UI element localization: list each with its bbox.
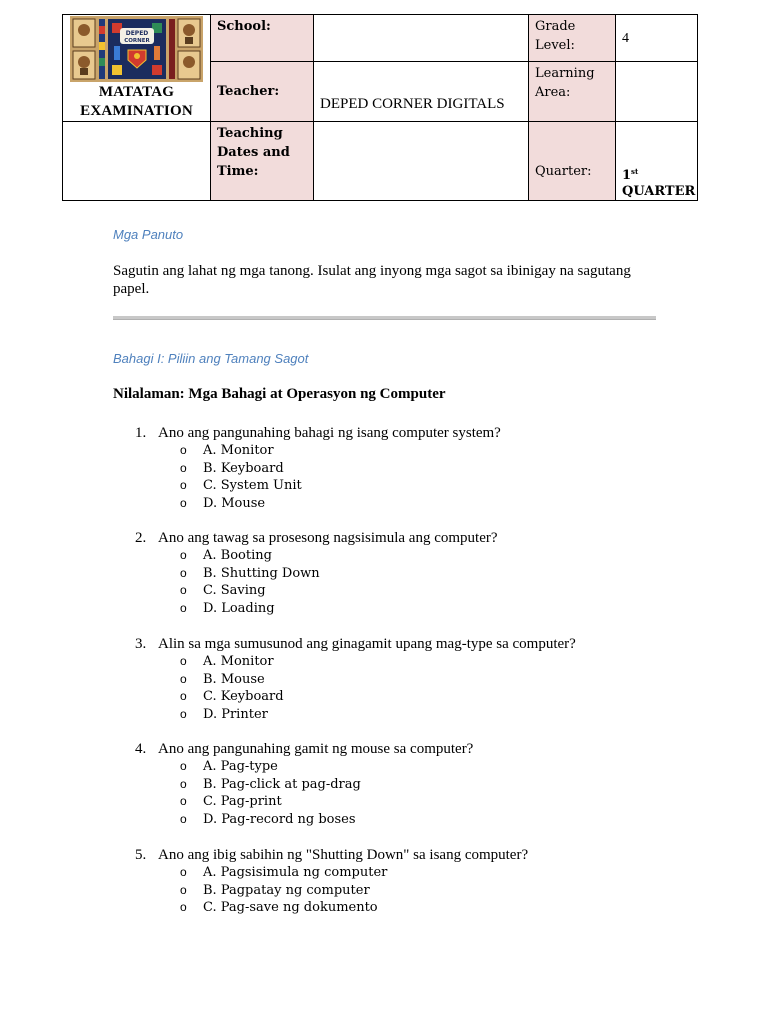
teacher-label: Teacher:: [211, 61, 314, 121]
dates-label: Teaching Dates and Time:: [211, 122, 314, 201]
bullet-icon: o: [180, 654, 187, 668]
option-text: D. Loading: [203, 600, 275, 616]
option-text: C. Saving: [203, 583, 266, 598]
question-text: Ano ang pangunahing bahagi ng isang computer system?: [158, 425, 501, 441]
option-item: [113, 671, 658, 689]
quarter-word: QUARTER: [622, 184, 696, 199]
question-text: Alin sa mga sumusunod ang ginagamit upang mag-type sa computer?: [158, 636, 576, 652]
option-text: B. Keyboard: [203, 460, 284, 476]
svg-text:DEPED: DEPED: [125, 30, 149, 37]
grade-level-value: 4: [616, 15, 698, 62]
school-label: School:: [211, 15, 314, 62]
option-item: [113, 547, 658, 565]
dates-value: [314, 122, 529, 201]
question-number: 2.: [135, 530, 147, 546]
option-text: A. Pag-type: [203, 759, 278, 774]
learning-area-value: [616, 61, 698, 121]
bullet-icon: o: [180, 794, 187, 808]
option-text: C. System Unit: [203, 478, 302, 493]
quarter-value: [616, 122, 698, 201]
question-stem: [113, 635, 658, 653]
bullet-icon: o: [180, 759, 187, 773]
bullet-icon: o: [180, 548, 187, 562]
question-stem: [113, 846, 658, 864]
option-item: [113, 565, 658, 583]
option-text: B. Mouse: [203, 671, 265, 687]
question-stem: [113, 424, 658, 442]
option-item: [113, 582, 658, 600]
option-text: B. Pagpatay ng computer: [203, 882, 370, 898]
option-item: [113, 600, 658, 618]
question-number: 3.: [135, 636, 147, 652]
question-stem: [113, 529, 658, 547]
bullet-icon: o: [180, 460, 187, 475]
option-item: [113, 882, 658, 900]
option-text: A. Booting: [203, 548, 272, 563]
bullet-icon: o: [180, 865, 187, 879]
option-text: D. Printer: [203, 706, 268, 722]
question-number: 4.: [135, 741, 147, 757]
question-4: [113, 740, 658, 828]
quarter-number: 1: [622, 168, 632, 183]
question-stem: [113, 740, 658, 758]
bullet-icon: o: [180, 706, 187, 721]
question-3: [113, 635, 658, 723]
learning-area-label: Learning Area:: [529, 61, 616, 121]
option-text: B. Shutting Down: [203, 565, 320, 581]
option-list: [113, 864, 658, 917]
horizontal-rule: [113, 316, 656, 320]
topic-heading: Nilalaman: Mga Bahagi at Operasyon ng Computer: [113, 386, 446, 402]
part1-heading: Bahagi I: Piliin ang Tamang Sagot: [113, 351, 309, 366]
option-item: [113, 899, 658, 917]
header-table: [62, 14, 698, 201]
question-text: Ano ang pangunahing gamit ng mouse sa computer?: [158, 741, 474, 757]
option-text: A. Pagsisimula ng computer: [203, 865, 388, 880]
option-item: [113, 460, 658, 478]
option-item: [113, 653, 658, 671]
instructions-heading: Mga Panuto: [113, 227, 184, 242]
option-text: A. Monitor: [203, 443, 274, 458]
option-text: C. Pag-print: [203, 794, 282, 809]
option-text: D. Mouse: [203, 495, 266, 511]
option-item: [113, 811, 658, 829]
question-number: 1.: [135, 425, 147, 441]
option-item: [113, 477, 658, 495]
bullet-icon: o: [180, 689, 187, 703]
question-5: [113, 846, 658, 917]
option-text: A. Monitor: [203, 654, 274, 669]
option-text: C. Pag-save ng dokumento: [203, 900, 378, 915]
bullet-icon: o: [180, 495, 187, 510]
question-text: Ano ang ibig sabihin ng "Shutting Down" sa isang computer?: [158, 847, 529, 863]
option-item: [113, 706, 658, 724]
bullet-icon: o: [180, 478, 187, 492]
grade-level-label: Grade Level:: [529, 15, 616, 62]
option-item: [113, 776, 658, 794]
option-list: [113, 442, 658, 512]
bullet-icon: o: [180, 882, 187, 897]
option-text: B. Pag-click at pag-drag: [203, 776, 361, 792]
option-item: [113, 688, 658, 706]
bullet-icon: o: [180, 565, 187, 580]
bullet-icon: o: [180, 900, 187, 914]
option-text: D. Pag-record ng boses: [203, 811, 356, 827]
option-item: [113, 864, 658, 882]
bullet-icon: o: [180, 671, 187, 686]
exam-title: MATATAG EXAMINATION: [80, 84, 193, 119]
option-item: [113, 442, 658, 460]
question-1: [113, 424, 658, 512]
instructions-text: Sagutin ang lahat ng mga tanong. Isulat ang inyong mga sagot sa ibinigay na sagutang papel.: [113, 263, 631, 297]
option-item: [113, 758, 658, 776]
bullet-icon: o: [180, 600, 187, 615]
school-value: [314, 15, 529, 62]
option-list: [113, 653, 658, 723]
option-list: [113, 758, 658, 828]
question-text: Ano ang tawag sa prosesong nagsisimula ang computer?: [158, 530, 498, 546]
bullet-icon: o: [180, 583, 187, 597]
bullet-icon: o: [180, 776, 187, 791]
option-item: [113, 793, 658, 811]
question-2: [113, 529, 658, 617]
option-text: C. Keyboard: [203, 689, 284, 704]
logo-cell: [63, 15, 211, 122]
quarter-label: Quarter:: [529, 122, 616, 201]
svg-text:CORNER: CORNER: [124, 38, 150, 44]
question-number: 5.: [135, 847, 147, 863]
logo-cell-bottom: [63, 122, 211, 201]
teacher-value: DEPED CORNER DIGITALS: [314, 61, 529, 121]
option-list: [113, 547, 658, 617]
bullet-icon: o: [180, 443, 187, 457]
option-item: [113, 495, 658, 513]
bullet-icon: o: [180, 811, 187, 826]
quarter-ordinal: st: [631, 167, 639, 176]
deped-corner-logo: [70, 16, 203, 82]
